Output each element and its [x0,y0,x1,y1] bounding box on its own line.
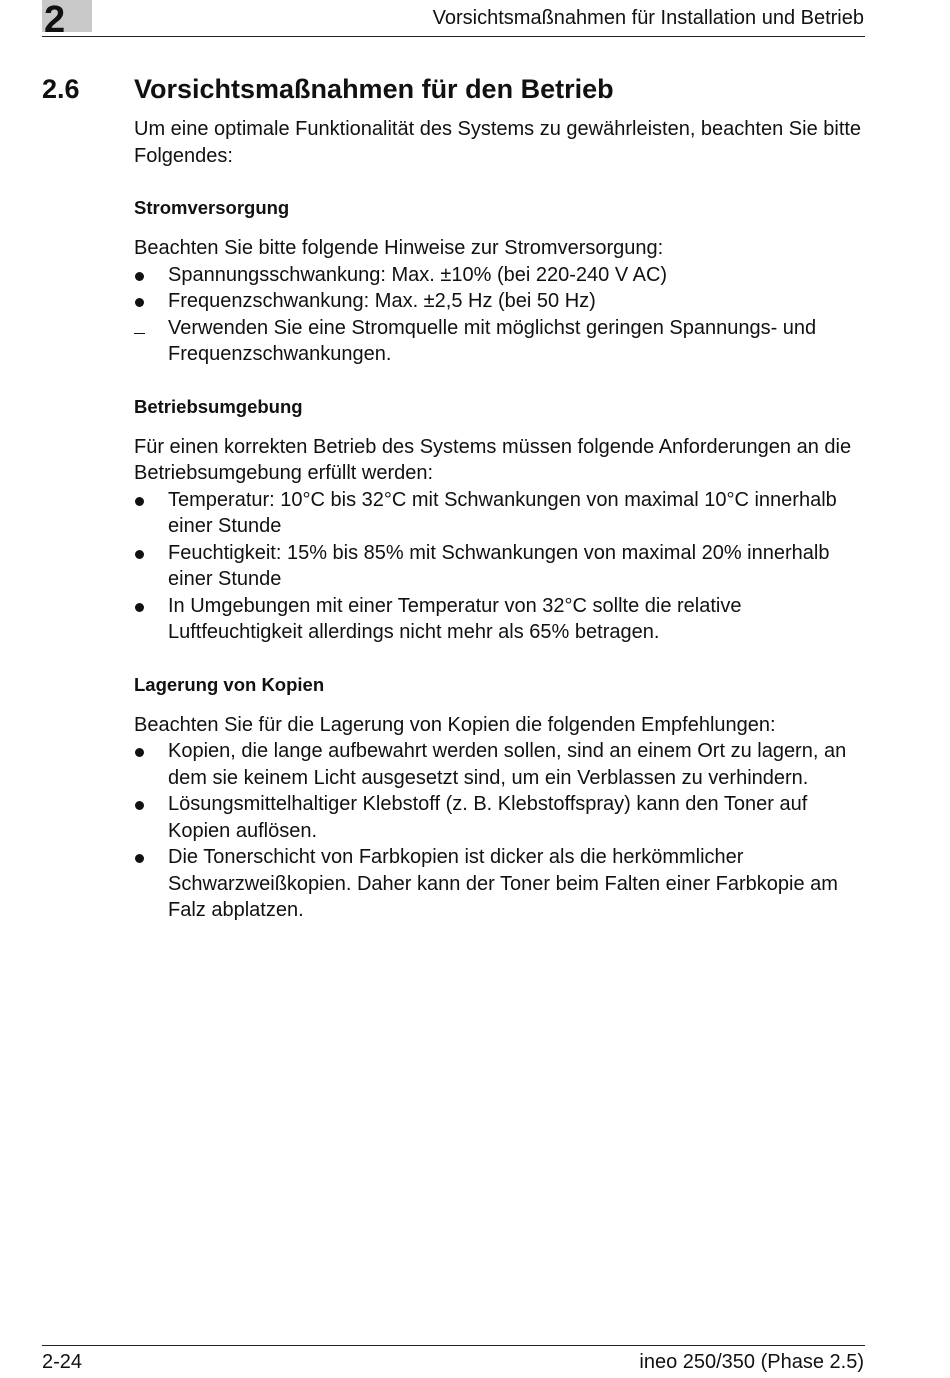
power-lead: Beachten Sie bitte folgende Hinweise zur Stromversorgung: [134,237,664,259]
bullet-icon [135,497,144,506]
section-number: 2.6 [42,74,80,104]
list-item: Feuchtigkeit: 15% bis 85% mit Schwankungen von maximal 20% innerhalb einer Stunde [134,540,866,593]
bullet-icon [135,801,144,810]
chapter-number: 2 [44,0,66,41]
environment-lead: Für einen korrekten Betrieb des Systems müssen folgende Anforderungen an die Betriebsumgebung erfüllt werden: [134,435,852,484]
dash-icon [134,333,145,334]
running-header-title: Vorsichtsmaßnahmen für Installation und Betrieb [432,7,864,29]
subheading-environment: Betriebsumgebung [134,395,303,417]
storage-list [134,738,866,924]
list-item: Verwenden Sie eine Stromquelle mit möglichst geringen Spannungs- und Frequenzschwankungen. [134,315,866,368]
bullet-icon [135,854,144,863]
list-item: Kopien, die lange aufbewahrt werden sollen, sind an einem Ort zu lagern, an dem sie keinem Licht ausgesetzt sind, um ein Verblassen zu verhindern. [134,738,866,791]
footer-divider [42,1345,865,1346]
page-number: 2-24 [42,1351,83,1373]
subheading-storage: Lagerung von Kopien [134,673,325,695]
list-item: Spannungsschwankung: Max. ±10% (bei 220-240 V AC) [134,262,866,289]
list-item: Die Tonerschicht von Farbkopien ist dicker als die herkömmlicher Schwarzweißkopien. Daher kann der Toner beim Falten einer Farbkopie am Falz abplatzen. [134,844,866,924]
power-list [134,262,866,368]
bullet-icon [135,550,144,559]
subheading-power: Stromversorgung [134,197,290,218]
header-divider [42,36,865,37]
bullet-icon [135,272,144,281]
storage-lead: Beachten Sie für die Lagerung von Kopien die folgenden Empfehlungen: [134,713,776,736]
list-item: In Umgebungen mit einer Temperatur von 32°C sollte die relative Luftfeuchtigkeit allerdings nicht mehr als 65% betragen. [134,593,866,646]
environment-list [134,487,866,646]
list-item: Temperatur: 10°C bis 32°C mit Schwankungen von maximal 10°C innerhalb einer Stunde [134,487,866,540]
section-title: Vorsichtsmaßnahmen für den Betrieb [134,74,614,104]
section-intro: Um eine optimale Funktionalität des Systems zu gewährleisten, beachten Sie bitte Folgendes: [134,118,862,167]
bullet-icon [135,298,144,307]
bullet-icon [135,603,144,612]
list-item: Frequenzschwankung: Max. ±2,5 Hz (bei 50 Hz) [134,288,866,315]
product-name: ineo 250/350 (Phase 2.5) [639,1351,864,1373]
list-item: Lösungsmittelhaltiger Klebstoff (z. B. Klebstoffspray) kann den Toner auf Kopien auflösen. [134,791,866,844]
bullet-icon [135,748,144,757]
page-content [134,116,866,924]
